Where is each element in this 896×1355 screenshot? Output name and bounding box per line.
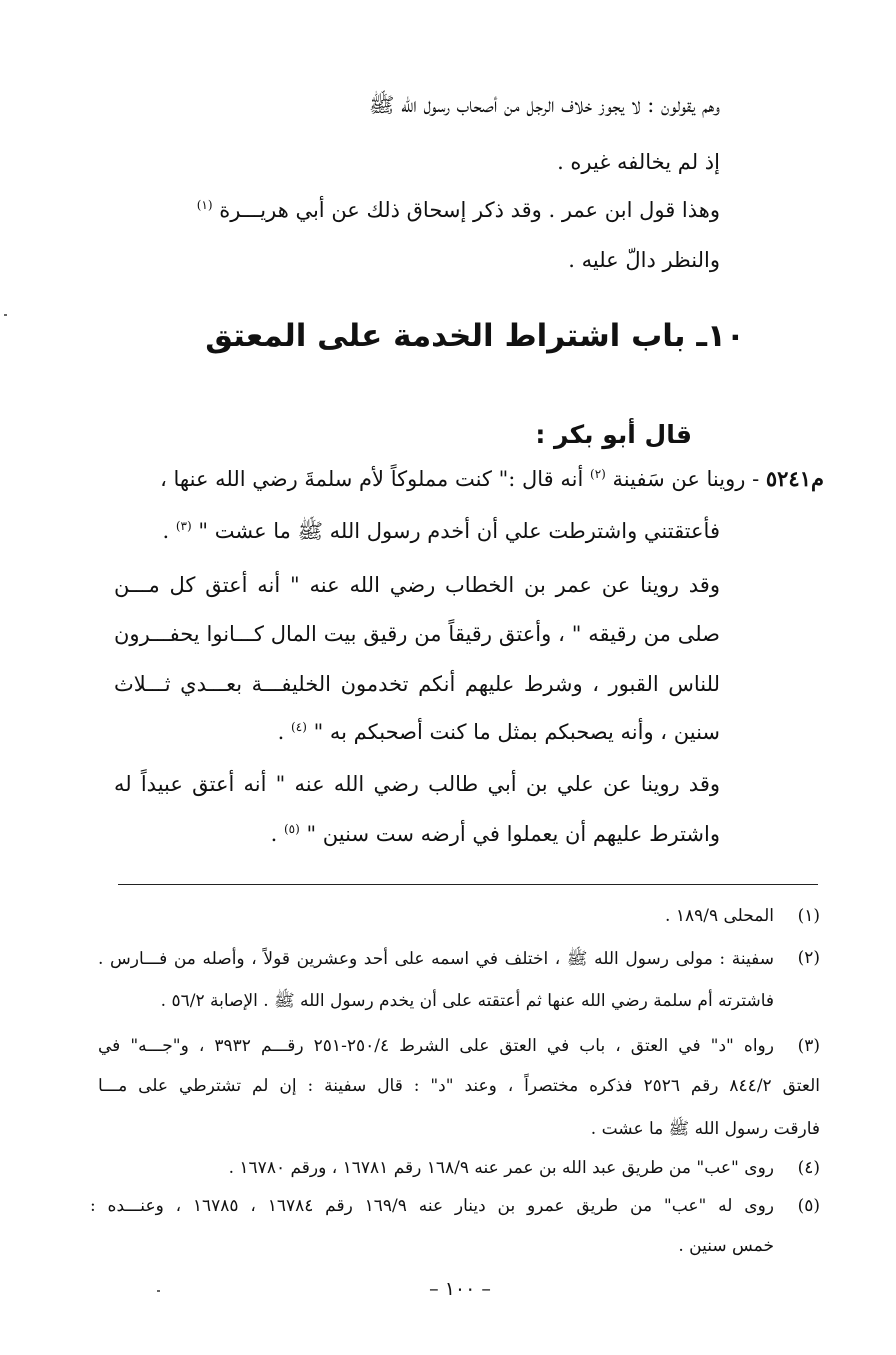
hadith-text: فأعتقتني واشترطت علي أن أخدم رسول الله ﷺ ما عشت " (198, 519, 720, 543)
hadith-text: أنه قال :" كنت مملوكاً لأم سلمةَ رضي الله عنها ، (160, 467, 584, 491)
hadith-line (160, 466, 824, 491)
period: . (270, 822, 278, 846)
text-span: وهم يقولون : لا يجوز خلاف الرجل من أصحاب رسول الله ﷺ (369, 93, 720, 117)
footnote-line: خمس سنين . (678, 1236, 774, 1256)
chapter-heading: ١٠ـ باب اشتراط الخدمة على المعتق (205, 318, 745, 354)
text-span: سنين ، وأنه يصحبكم بمثل ما كنت أصحبكم به " (313, 720, 720, 744)
text-line (114, 573, 720, 597)
text-line (557, 150, 720, 174)
footnote-line: روى "عب" من طريق عبد الله بن عمر عنه ١٦٨/٩ رقم ١٦٧٨١ ، ورقم ١٦٧٨٠ . (228, 1158, 774, 1178)
text-span: للناس القبور ، وشرط عليهم أنكم تخدمون الخليفـــة بعـــدي ثـــلاث (114, 672, 720, 696)
text-span: وقد روينا عن عمر بن الخطاب رضي الله عنه " أنه أعتق كل مـــن (114, 573, 720, 597)
footnote-line: روى له "عب" من طريق عمرو بن دينار عنه ١٦٩/٩ رقم ١٦٧٨٤ ، ١٦٧٨٥ ، وعنـــده : (90, 1196, 775, 1216)
text-line (197, 198, 720, 222)
footnote-ref: (١) (196, 198, 213, 212)
footnote-ref: (٥) (283, 822, 300, 836)
footnote-ref: (٤) (291, 720, 307, 734)
hadith-number: م٥٢٤١ (765, 466, 824, 491)
footnote-number: (٢) (797, 948, 820, 968)
text-line (278, 720, 720, 744)
speaker-label: قال أبو بكر : (535, 420, 692, 449)
period: . (277, 720, 285, 744)
text-span: صلى من رقيقه " ، وأعتق رقيقاً من رقيق بيت المال كـــانوا يحفـــرون (114, 622, 720, 646)
text-line (120, 92, 720, 123)
text-line (114, 672, 720, 696)
hadith-intro: - روينا عن سَفينة (612, 467, 760, 491)
footnote-line: فارقت رسول الله ﷺ ما عشت . (590, 1119, 820, 1139)
footnote-separator (118, 884, 818, 885)
footnote-line: العتق ٨٤٤/٢ رقم ٢٥٢٦ فذكره مختصراً ، وعند "د" : قال سفينة : إن لم تشترطي على مـــا (98, 1076, 820, 1096)
text-line (271, 822, 720, 846)
text-line (568, 248, 720, 272)
text-line (114, 622, 720, 646)
footnote-number: (٤) (797, 1158, 820, 1178)
scan-speck (4, 314, 7, 316)
text-span: وقد روينا عن علي بن أبي طالب رضي الله عنه " أنه أعتق عبيداً له (114, 772, 720, 796)
footnote-ref: (٣) (175, 519, 192, 533)
footnote-number: (١) (797, 906, 820, 926)
text-span: وهذا قول ابن عمر . وقد ذكر إسحاق ذلك عن أبي هريـــرة (219, 198, 720, 222)
text-span: إذ لم يخالفه غيره . (557, 150, 720, 174)
footnote-line: المحلى ١٨٩/٩ . (665, 906, 774, 926)
hadith-text-end: . (162, 519, 170, 543)
page-number: – ١٠٠ – (429, 1278, 491, 1300)
text-span: واشترط عليهم أن يعملوا في أرضه ست سنين " (306, 822, 720, 846)
footnote-number: (٣) (797, 1036, 820, 1056)
footnote-ref: (٢) (590, 467, 606, 481)
footnote-number: (٥) (797, 1196, 820, 1216)
text-line (114, 772, 720, 796)
footnote-line: فاشترته أم سلمة رضي الله عنها ثم أعتقته على أن يخدم رسول الله ﷺ . الإصابة ٥٦/٢ . (160, 991, 774, 1011)
text-span: والنظر دالّ عليه . (568, 248, 720, 272)
footnote-line: سفينة : مولى رسول الله ﷺ ، اختلف في اسمه على أحد وعشرين قولاً ، وأصله من فـــارس . (98, 949, 774, 969)
scan-speck (157, 1290, 160, 1292)
hadith-line (162, 518, 720, 549)
footnote-line: رواه "د" في العتق ، باب في العتق على الشرط ٢٥٠/٤-٢٥١ رقـــم ٣٩٣٢ ، و"جـــه" في (98, 1036, 774, 1056)
